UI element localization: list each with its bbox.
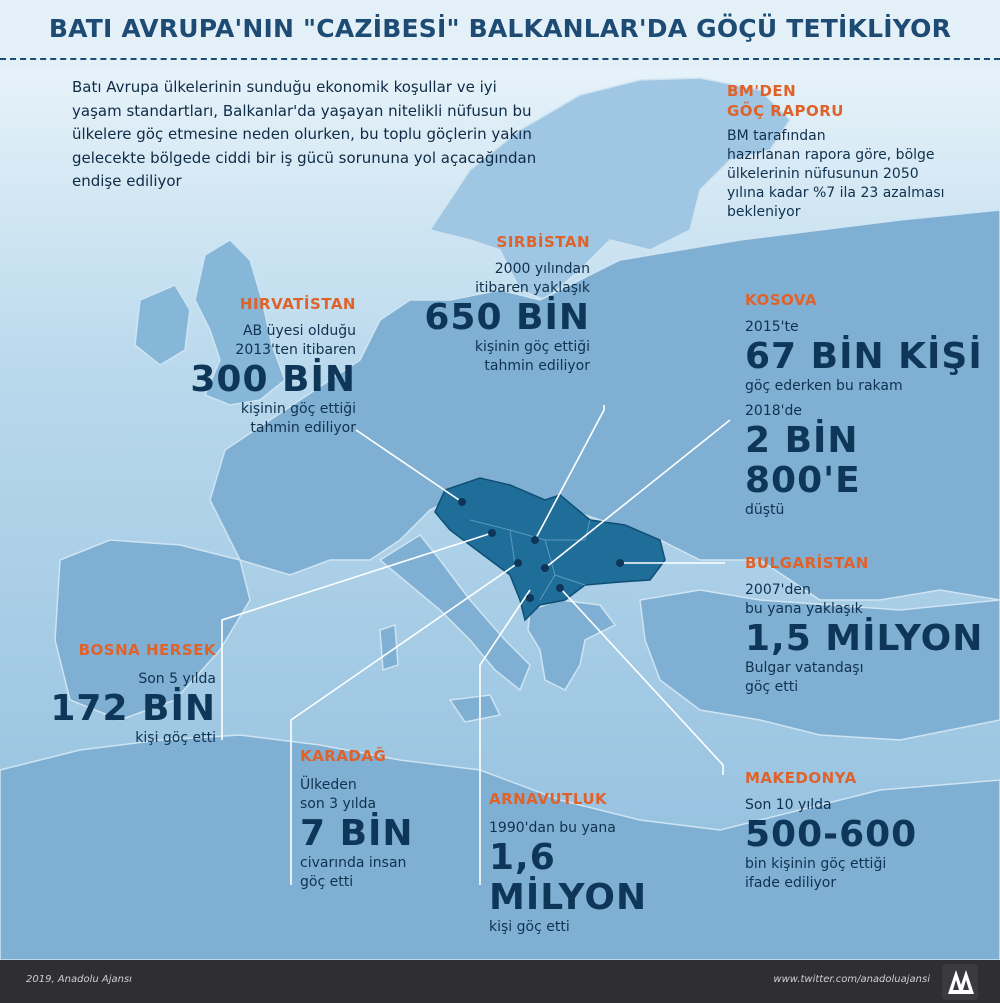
hirvatistan-post: kişinin göç ettiği	[240, 401, 356, 417]
bulgaristan-post: Bulgar vatandaşı	[745, 660, 864, 676]
kosova-mid: göç ederken bu rakam	[745, 378, 903, 394]
bm-block	[727, 81, 987, 222]
makedonya-value: 500-600	[745, 814, 918, 855]
arnavutluk-pre: 1990'dan bu yana	[489, 820, 616, 836]
bm-text	[727, 127, 987, 222]
makedonya-post: ifade ediliyor	[745, 875, 837, 891]
kosova-value-2015: 67 BİN KİŞİ	[745, 336, 983, 377]
header	[0, 0, 1000, 70]
hirvatistan-value: 300 BİN	[190, 359, 356, 400]
sirbistan-pre: 2000 yılından	[494, 261, 590, 277]
page-title: BATI AVRUPA'NIN "CAZİBESİ" BALKANLAR'DA GÖÇÜ TETİKLİYOR	[48, 14, 952, 43]
sirbistan-block	[400, 232, 590, 376]
kosova-value-2018: 2 BİN 800'E	[745, 420, 861, 501]
makedonya-post: bin kişinin göç ettiği	[745, 856, 887, 872]
bm-heading-line2: GÖÇ RAPORU	[727, 102, 844, 120]
karadag-post: göç etti	[300, 874, 354, 890]
kosova-block	[745, 290, 985, 520]
bm-text-line: BM tarafından	[727, 128, 826, 144]
bosna-pre: Son 5 yılda	[138, 671, 216, 687]
bulgaristan-heading: BULGARİSTAN	[745, 554, 869, 572]
arnavutluk-block	[489, 789, 709, 937]
bosna-heading: BOSNA HERSEK	[78, 641, 216, 659]
arnavutluk-heading: ARNAVUTLUK	[489, 790, 608, 808]
bulgaristan-value: 1,5 MİLYON	[745, 618, 984, 659]
karadag-heading: KARADAĞ	[300, 747, 387, 765]
bosna-value: 172 BİN	[50, 688, 216, 729]
bm-text-line: yılına kadar %7 ila 23 azalması	[727, 185, 945, 201]
bosna-post: kişi göç etti	[135, 730, 216, 746]
sirbistan-value: 650 BİN	[424, 297, 590, 338]
karadag-value: 7 BİN	[300, 813, 414, 854]
bm-text-line: hazırlanan rapora göre, bölge	[727, 147, 935, 163]
bm-text-line: ülkelerinin nüfusunun 2050	[727, 166, 919, 182]
hirvatistan-pre: AB üyesi olduğu	[242, 323, 356, 339]
kosova-heading: KOSOVA	[745, 291, 818, 309]
sirbistan-pre: itibaren yaklaşık	[475, 280, 590, 296]
bosna-block	[40, 640, 216, 748]
hirvatistan-post: tahmin ediliyor	[250, 420, 356, 436]
karadag-post: civarında insan	[300, 855, 407, 871]
kosova-post: düştü	[745, 502, 785, 518]
karadag-pre: son 3 yılda	[300, 796, 377, 812]
hirvatistan-pre: 2013'ten itibaren	[235, 342, 356, 358]
makedonya-heading: MAKEDONYA	[745, 769, 857, 787]
bm-heading-line1: BM'DEN	[727, 82, 797, 100]
arnavutluk-value: 1,6 MİLYON	[489, 837, 648, 918]
makedonya-block	[745, 768, 985, 893]
intro-text: Batı Avrupa ülkelerinin sunduğu ekonomik koşullar ve iyi yaşam standartları, Balkanlar'da yaşayan nitelikli nüfusun bu ülkelere göç etmesine neden olurken, bu toplu göçlerin yakın gelecekte bölgede ciddi bir iş gücü sorununa yol açacağından endişe ediliyor	[72, 78, 537, 190]
footer-twitter-link[interactable]: www.twitter.com/anadoluajansi	[773, 974, 930, 985]
bulgaristan-pre: bu yana yaklaşık	[745, 601, 863, 617]
anadolu-agency-logo-icon	[942, 964, 978, 1000]
hirvatistan-block	[160, 294, 356, 438]
bulgaristan-block	[745, 553, 985, 697]
sirbistan-heading: SIRBİSTAN	[496, 233, 590, 251]
bulgaristan-pre: 2007'den	[745, 582, 811, 598]
arnavutluk-post: kişi göç etti	[489, 919, 570, 935]
footer-copyright: 2019, Anadolu Ajansı	[26, 974, 132, 985]
makedonya-pre: Son 10 yılda	[745, 797, 832, 813]
karadag-pre: Ülkeden	[300, 777, 357, 793]
title-divider	[0, 58, 1000, 60]
karadag-block	[300, 746, 470, 892]
bulgaristan-post: göç etti	[745, 679, 799, 695]
footer-bar	[0, 960, 1000, 1003]
hirvatistan-heading: HIRVATİSTAN	[239, 295, 356, 313]
kosova-pre2: 2018'de	[745, 403, 802, 419]
sirbistan-post: tahmin ediliyor	[484, 358, 590, 374]
bm-text-line: bekleniyor	[727, 204, 801, 220]
sirbistan-post: kişinin göç ettiği	[474, 339, 590, 355]
kosova-pre: 2015'te	[745, 319, 799, 335]
